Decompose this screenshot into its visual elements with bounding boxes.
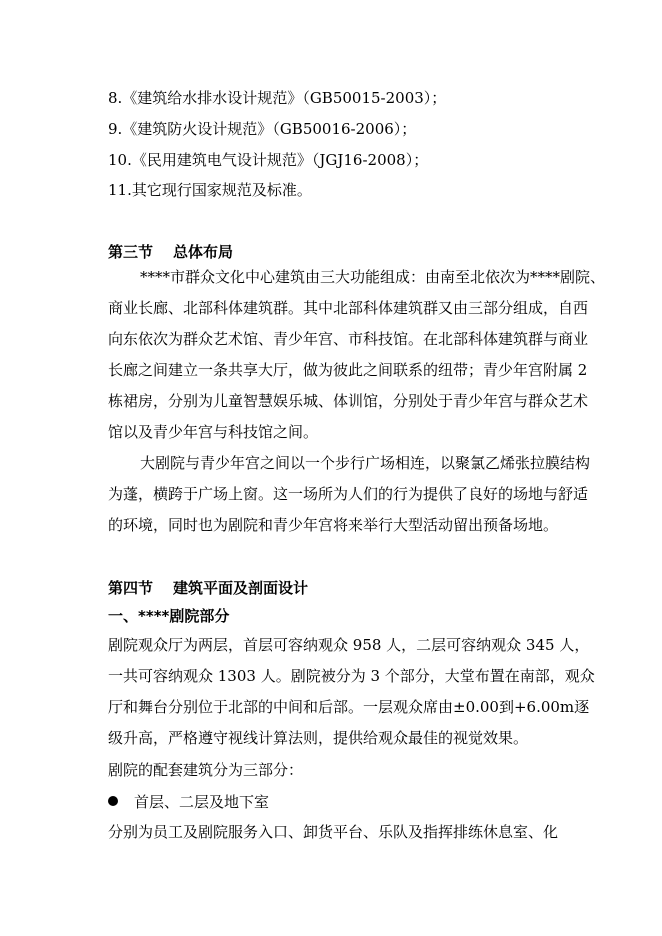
- section-title: 总体布局: [173, 243, 234, 261]
- body-paragraph: [108, 448, 591, 541]
- bullet-icon: [108, 796, 118, 806]
- reference-item: 10.《民用建筑电气设计规范》（JGJ16-2008）；: [108, 151, 429, 169]
- reference-item: 11.其它现行国家规范及标准。: [108, 181, 312, 199]
- paragraph-line: 栋裙房，分别为儿童智慧娱乐城、体训馆，分别处于青少年宫与群众艺术: [108, 392, 589, 410]
- subsection-heading: 一、****剧院部分: [108, 607, 230, 625]
- reference-item: 9.《建筑防火设计规范》（GB50016-2006）；: [108, 120, 417, 138]
- paragraph-line: ****市群众文化中心建筑由三大功能组成：由南至北依次为****剧院、: [140, 268, 606, 286]
- body-paragraph: [108, 630, 595, 754]
- section-title: 建筑平面及剖面设计: [173, 579, 309, 597]
- paragraph-line: 商业长廊、北部科体建筑群。其中北部科体建筑群又由三部分组成，自西: [108, 299, 589, 317]
- section-number: 第三节: [108, 243, 154, 261]
- paragraph-line: 一共可容纳观众 1303 人。剧院被分为 3 个部分，大堂布置在南部，观众: [108, 667, 595, 685]
- section-heading: [108, 242, 233, 262]
- paragraph-line: 剧院观众厅为两层，首层可容纳观众 958 人，二层可容纳观众 345 人，: [108, 636, 590, 654]
- paragraph-line: 分别为员工及剧院服务入口、卸货平台、乐队及指挥排练休息室、化: [108, 823, 559, 841]
- section-number: 第四节: [108, 579, 154, 597]
- reference-item: 8.《建筑给水排水设计规范》（GB50015-2003）；: [108, 89, 447, 107]
- paragraph-line: 厅和舞台分别位于北部的中间和后部。一层观众席由±0.00到+6.00m逐: [108, 698, 590, 716]
- body-paragraph: [108, 262, 606, 448]
- paragraph-line: 的环境，同时也为剧院和青少年宫将来举行大型活动留出预备场地。: [108, 516, 559, 534]
- paragraph-line: 级升高，严格遵守视线计算法则，提供给观众最佳的视觉效果。: [108, 729, 529, 747]
- paragraph-line: 大剧院与青少年宫之间以一个步行广场相连，以聚氯乙烯张拉膜结构: [140, 454, 591, 472]
- paragraph-line: 长廊之间建立一条共享大厅，做为彼此之间联系的纽带；青少年宫附属 2: [108, 361, 588, 379]
- body-paragraph: [108, 755, 578, 786]
- bullet-item: [108, 792, 269, 812]
- section-heading: [108, 578, 308, 598]
- paragraph-line: 馆以及青少年宫与科技馆之间。: [108, 423, 319, 441]
- paragraph-line: 剧院的配套建筑分为三部分：: [108, 761, 304, 779]
- body-paragraph: [108, 817, 578, 848]
- paragraph-line: 为蓬，横跨于广场上窗。这一场所为人们的行为提供了良好的场地与舒适: [108, 485, 589, 503]
- bullet-text: 首层、二层及地下室: [134, 793, 270, 811]
- paragraph-line: 向东依次为群众艺术馆、青少年宫、市科技馆。在北部科体建筑群与商业: [108, 330, 589, 348]
